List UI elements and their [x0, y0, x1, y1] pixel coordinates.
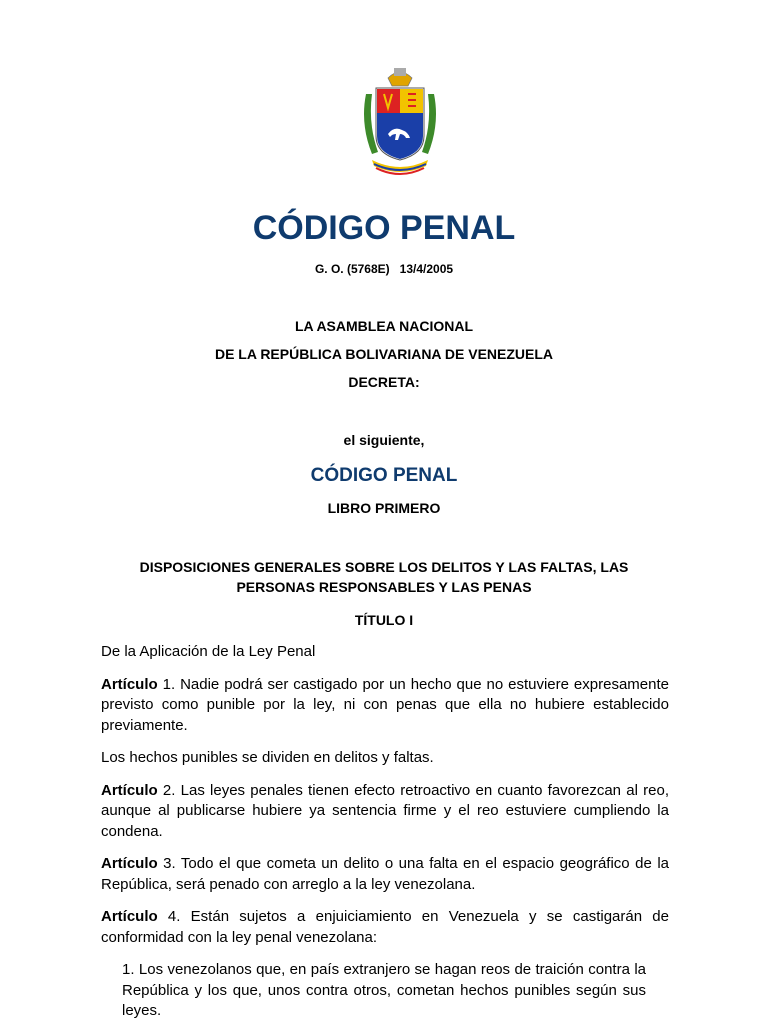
article-text: Los hechos punibles se dividen en delitos y faltas.: [101, 749, 434, 766]
assembly-line-1: LA ASAMBLEA NACIONAL: [294, 318, 474, 334]
coat-of-arms-emblem: [358, 64, 442, 176]
article-text: 1. Nadie podrá ser castigado por un hecho que no estuviere expresamente previsto como punible por la ley, ni con penas que ella no hubiere establecido previamente.: [101, 675, 669, 734]
article-label: Artículo: [101, 908, 158, 925]
gazette-reference: G. O. (5768E) 13/4/2005: [314, 262, 454, 276]
article-label: Artículo: [101, 675, 158, 693]
article-text: 2. Las leyes penales tienen efecto retroactivo en cuanto favorezcan al reo, aunque al publicarse hubiere ya sentencia firme y el reo estuviere cumpliendo la condena.: [101, 781, 669, 840]
article-label: Artículo: [101, 855, 158, 872]
subtitle: CÓDIGO PENAL: [310, 465, 458, 486]
document-title: CÓDIGO PENAL: [252, 209, 516, 247]
title-name: De la Aplicación de la Ley Penal: [101, 643, 316, 660]
article-text: 3. Todo el que cometa un delito o una falta en el espacio geográfico de la República, será penado con arreglo a la ley venezolana.: [101, 855, 669, 893]
document-body: [0, 208, 768, 1022]
article-label: Artículo: [101, 781, 158, 799]
article-1-paragraph: [101, 748, 669, 769]
assembly-line-2: DE LA REPÚBLICA BOLIVARIANA DE VENEZUELA: [214, 346, 554, 362]
article-2: [101, 781, 669, 843]
article-4: [101, 907, 669, 948]
title-number: TÍTULO I: [354, 612, 414, 628]
article-text: 4. Están sujetos a enjuiciamiento en Venezuela y se castigarán de conformidad con la ley penal venezolana:: [101, 908, 669, 946]
siguiente-text: el siguiente,: [343, 432, 425, 448]
article-3: [101, 854, 669, 895]
book-heading: LIBRO PRIMERO: [327, 500, 441, 516]
article-1: [101, 675, 669, 737]
decreta-heading: DECRETA:: [348, 374, 420, 390]
dispositions-heading: DISPOSICIONES GENERALES SOBRE LOS DELITOS Y LAS FALTAS, LAS PERSONAS RESPONSABLES Y LAS PENAS: [139, 559, 629, 595]
list-item: 1. Los venezolanos que, en país extranjero se hagan reos de traición contra la República y los que, unos contra otros, cometan hechos punibles según sus leyes.: [122, 961, 646, 1019]
